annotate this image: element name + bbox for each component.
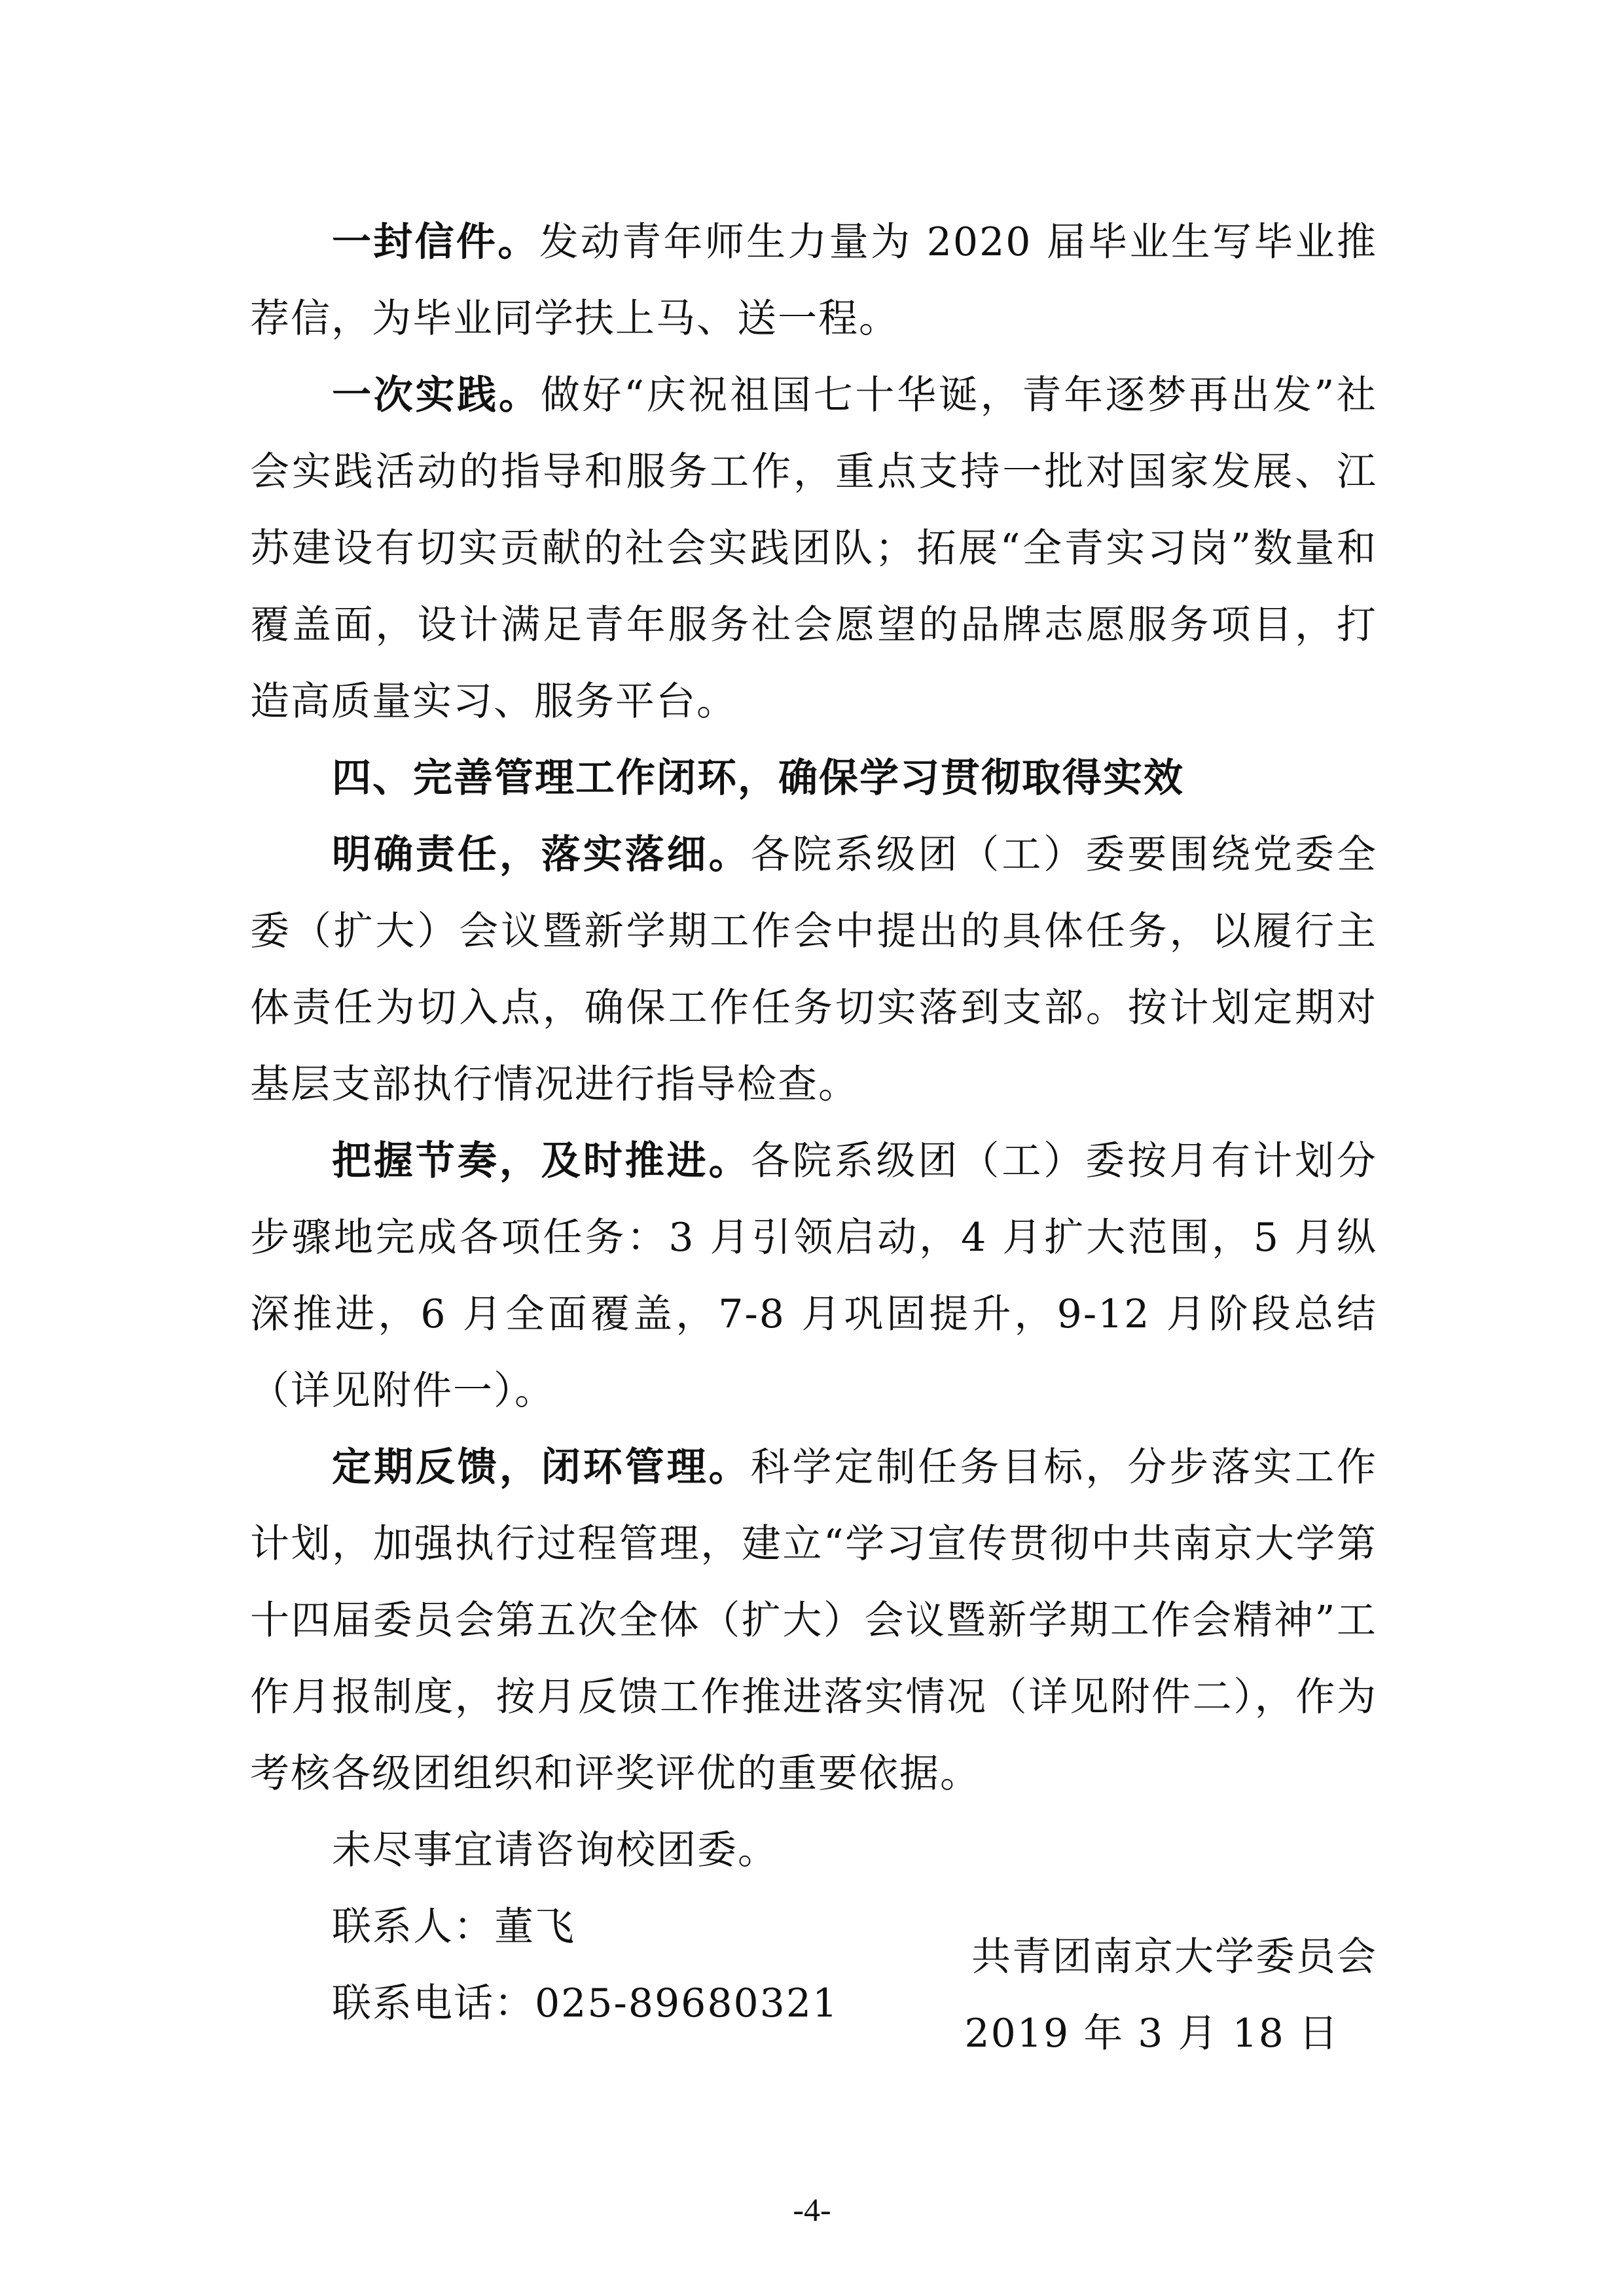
- paragraph-lead: 明确责任，落实落细。: [332, 832, 751, 878]
- signature-date: 2019 年 3 月 18 日: [964, 2011, 1339, 2056]
- paragraph-feedback: [250, 1429, 1377, 1812]
- paragraph-text: 各院系级团（工）委按月有计划分步骤地完成各项任务：3 月引领启动，4 月扩大范围，5 月纵深推进，6 月全面覆盖，7-8 月巩固提升，9-12 月阶段总结（详见附件一）。: [250, 1138, 1378, 1414]
- paragraph-lead: 一次实践。: [332, 372, 541, 418]
- paragraph-letter: [250, 204, 1377, 357]
- paragraph-text: 各院系级团（工）委要围绕党委全委（扩大）会议暨新学期工作会中提出的具体任务，以履行主体责任为切入点，确保工作任务切实落到支部。按计划定期对基层支部执行情况进行指导检查。: [250, 832, 1378, 1107]
- contact-person: 联系人：董飞: [332, 1904, 575, 1950]
- page-number: -4-: [793, 2191, 831, 2228]
- paragraph-lead: 定期反馈，闭环管理。: [332, 1444, 751, 1490]
- paragraph-lead: 把握节奏，及时推进。: [332, 1138, 751, 1184]
- paragraph-practice: [250, 357, 1377, 740]
- paragraph-lead: 一封信件。: [332, 219, 539, 265]
- paragraph-responsibility: [250, 817, 1377, 1123]
- signature-organization: 共青团南京大学委员会: [971, 1934, 1377, 1980]
- contact-phone: 联系电话：025-89680321: [332, 1981, 839, 2026]
- paragraph-rhythm: [250, 1123, 1377, 1429]
- signature-block: [964, 1919, 1377, 2072]
- paragraph-text: 科学定制任务目标，分步落实工作计划，加强执行过程管理，建立“学习宣传贯彻中共南京大学第十四届委员会第五次全体（扩大）会议暨新学期工作会精神”工作月报制度，按月反馈工作推进落实情况（详见附件二），作为考核各级团组织和评奖评优的重要依据。: [250, 1444, 1378, 1797]
- paragraph-text: 发动青年师生力量为 2020 届毕业生写毕业推荐信，为毕业同学扶上马、送一程。: [250, 219, 1378, 342]
- section-heading: 四、完善管理工作闭环，确保学习贯彻取得实效: [332, 755, 1184, 801]
- document-body: [250, 204, 1377, 2042]
- paragraph-text: 做好“庆祝祖国七十华诞，青年逐梦再出发”社会实践活动的指导和服务工作，重点支持一批对国家发展、江苏建设有切实贡献的社会实践团队；拓展“全青实习岗”数量和覆盖面，设计满足青年服务社会愿望的品牌志愿服务项目，打造高质量实习、服务平台。: [250, 372, 1377, 725]
- closing-note: 未尽事宜请咨询校团委。: [332, 1827, 778, 1873]
